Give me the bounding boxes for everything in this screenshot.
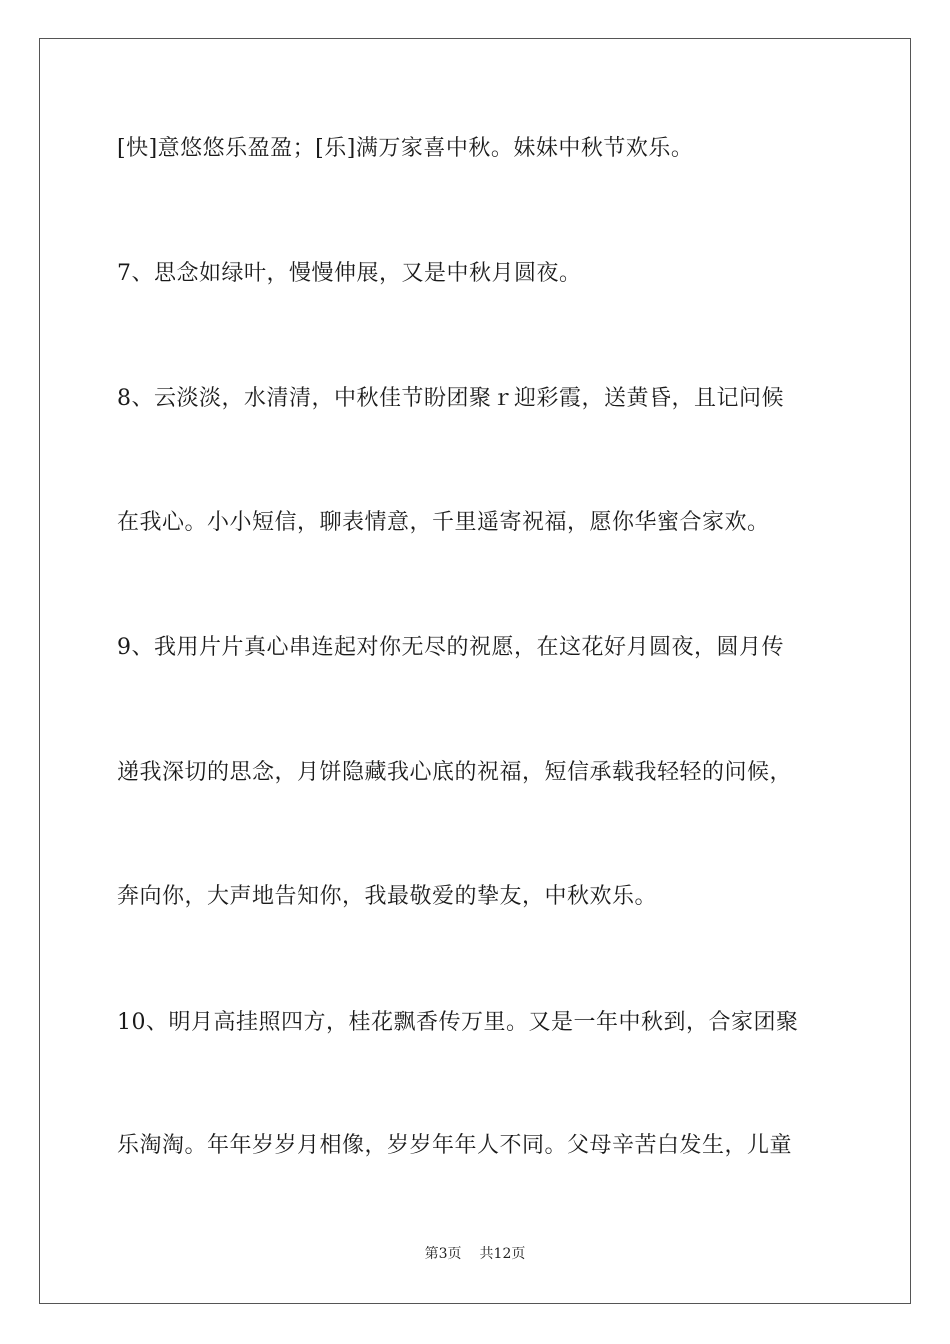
page-total: 共12页 <box>479 1246 526 1262</box>
text-line-7: 奔向你，大声地告知你，我最敬爱的挚友，中秋欢乐。 <box>117 884 658 909</box>
text-line-5: 9、我用片片真心串连起对你无尽的祝愿，在这花好月圆夜，圆月传 <box>117 635 784 660</box>
text-line-3: 8、云淡淡，水清清，中秋佳节盼团聚ｒ迎彩霞，送黄昏，且记问候 <box>117 386 784 411</box>
page-border <box>39 38 911 1304</box>
text-line-8: 10、明月高挂照四方，桂花飘香传万里。又是一年中秋到，合家团聚 <box>117 1010 799 1035</box>
text-line-6: 递我深切的思念，月饼隐藏我心底的祝福，短信承载我轻轻的问候， <box>117 760 793 785</box>
page-footer <box>0 1244 950 1264</box>
text-line-1: [快]意悠悠乐盈盈；[乐]满万家喜中秋。妹妹中秋节欢乐。 <box>117 136 694 161</box>
text-line-4: 在我心。小小短信，聊表情意，千里遥寄祝福，愿你华蜜合家欢。 <box>117 510 770 535</box>
page-number: 第3页 <box>424 1246 462 1262</box>
text-line-9: 乐淘淘。年年岁岁月相像，岁岁年年人不同。父母辛苦白发生，儿童 <box>117 1133 793 1158</box>
text-line-2: 7、思念如绿叶，慢慢伸展，又是中秋月圆夜。 <box>117 261 582 286</box>
